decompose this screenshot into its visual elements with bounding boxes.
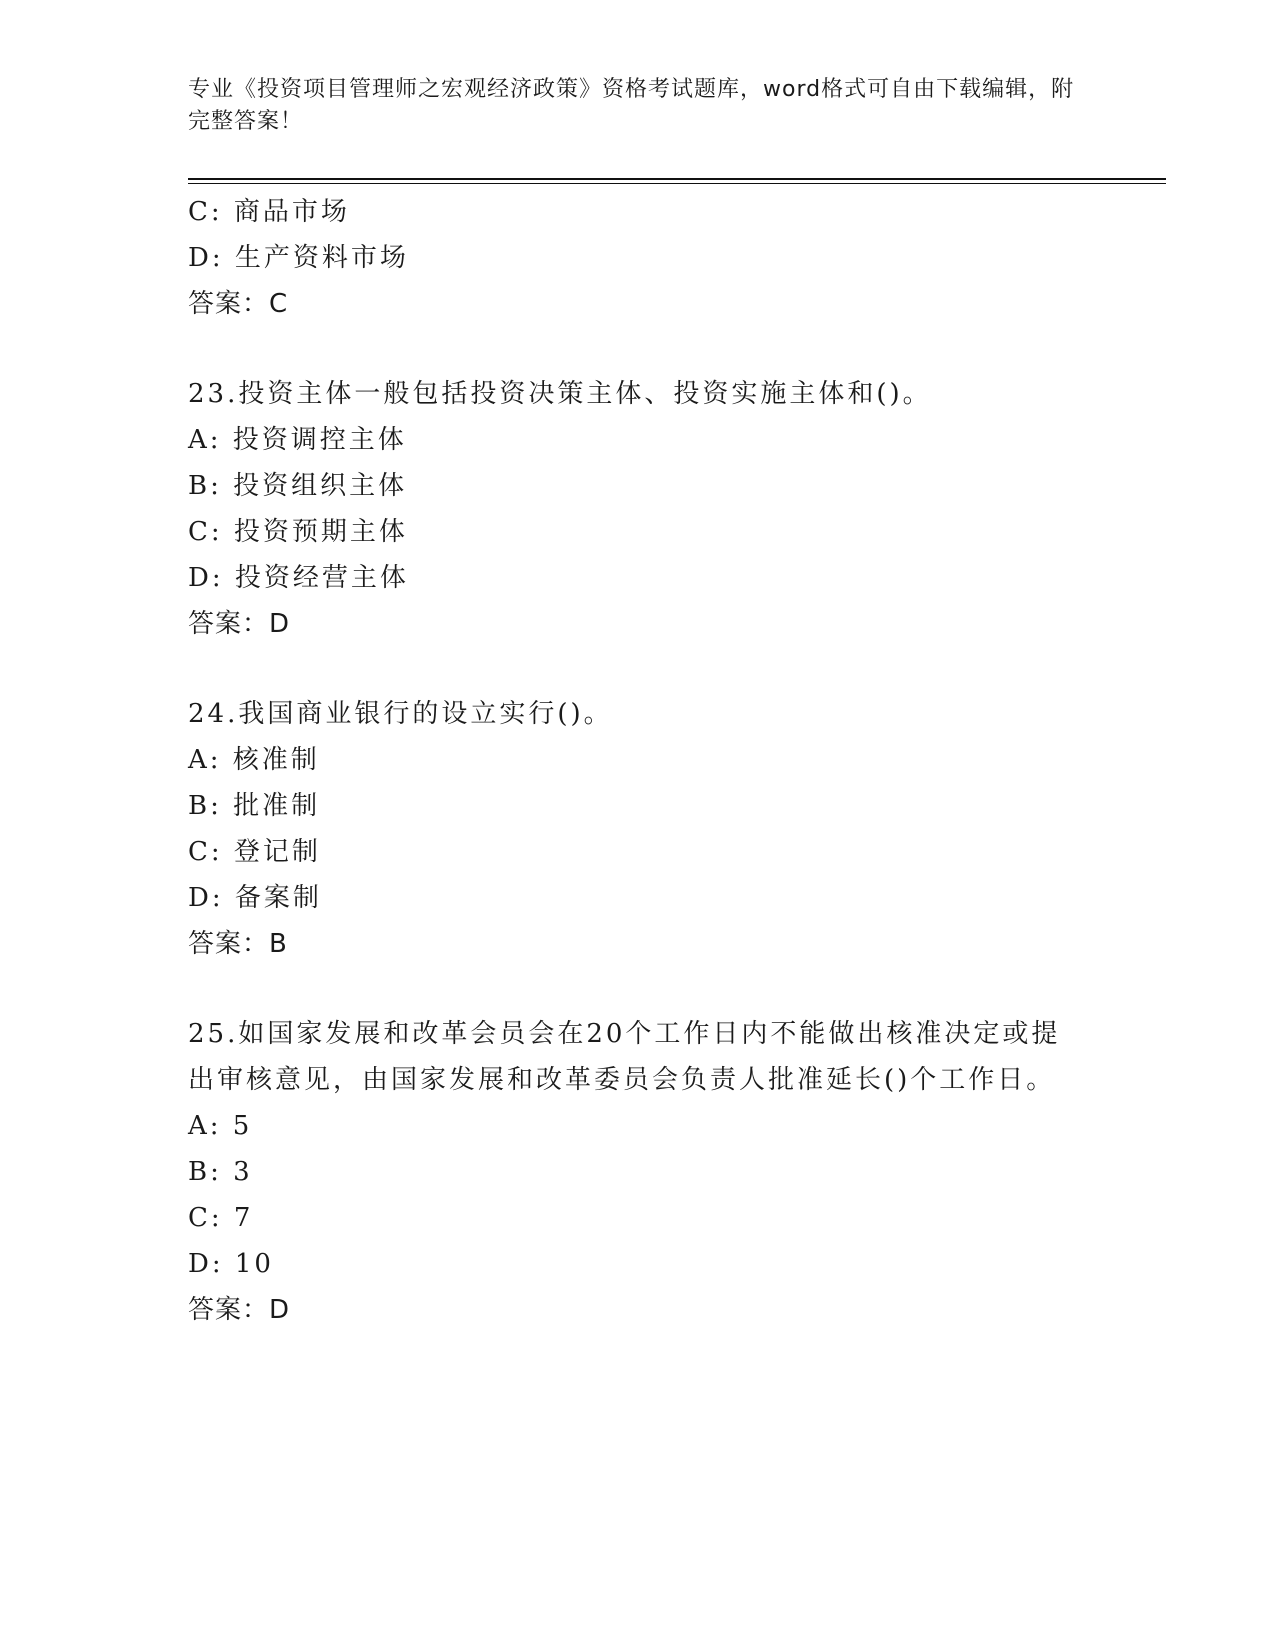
document-header: 专业《投资项目管理师之宏观经济政策》资格考试题库，word格式可自由下载编辑，附完整答案！	[188, 77, 1075, 134]
option-b: B: 批准制	[188, 791, 321, 821]
spacer	[188, 967, 1128, 1011]
option-a: A: 核准制	[188, 745, 320, 775]
spacer	[188, 327, 1128, 371]
option-c: C: 登记制	[188, 837, 321, 867]
option-b: B: 投资组织主体	[188, 471, 408, 501]
question-text: 24.我国商业银行的设立实行()。	[188, 699, 613, 729]
option-c: C: 商品市场	[188, 197, 350, 227]
question-block-25	[188, 1011, 1128, 1333]
question-text-line-2: 出审核意见，由国家发展和改革委员会负责人批准延长()个工作日。	[188, 1065, 1056, 1095]
question-text-line-1: 25.如国家发展和改革会员会在20个工作日内不能做出核准决定或提	[188, 1019, 1061, 1049]
option-d: D: 投资经营主体	[188, 563, 409, 593]
spacer	[188, 647, 1128, 691]
option-d: D: 生产资料市场	[188, 243, 409, 273]
option-b: B: 3	[188, 1157, 253, 1187]
option-a: A: 投资调控主体	[188, 425, 407, 455]
question-block-22	[188, 189, 1128, 327]
option-a: A: 5	[188, 1111, 253, 1141]
question-list	[188, 189, 1128, 1333]
option-c: C: 7	[188, 1203, 254, 1233]
header-divider	[188, 178, 1166, 184]
option-c: C: 投资预期主体	[188, 517, 408, 547]
question-block-24	[188, 691, 1128, 967]
answer-line: 答案：D	[188, 1295, 291, 1325]
question-text: 23.投资主体一般包括投资决策主体、投资实施主体和()。	[188, 379, 932, 409]
answer-line: 答案：C	[188, 289, 289, 319]
answer-line: 答案：D	[188, 609, 291, 639]
option-d: D: 10	[188, 1249, 274, 1279]
answer-line: 答案：B	[188, 929, 288, 959]
question-block-23	[188, 371, 1128, 647]
option-d: D: 备案制	[188, 883, 322, 913]
